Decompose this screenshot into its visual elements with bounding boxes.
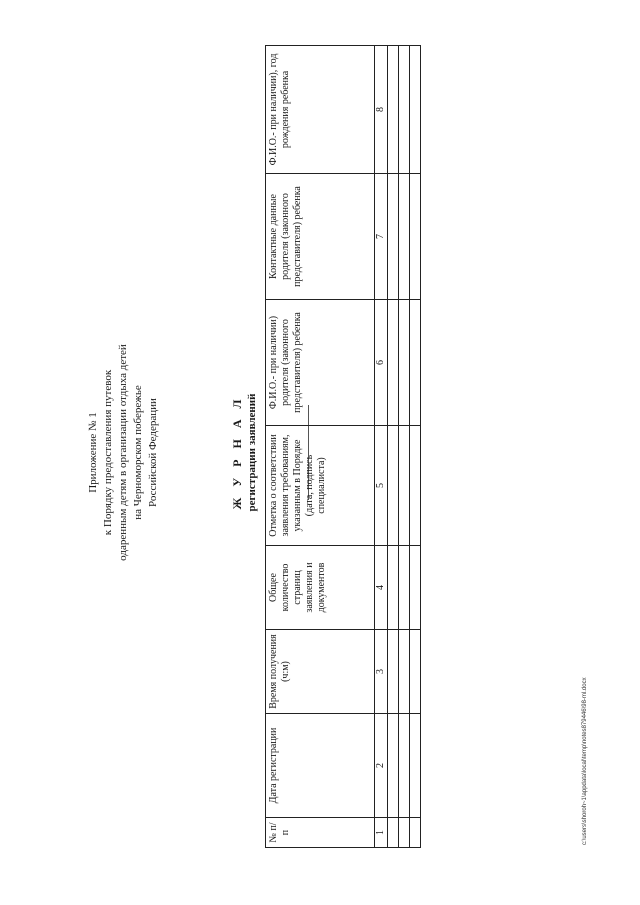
journal-title (230, 0, 259, 905)
appendix-line: на Черноморском побережье (132, 385, 144, 520)
table-cell (399, 630, 410, 714)
header-cell: Ф.И.О.- при наличии) родителя (законного представителя) ребенка (266, 300, 375, 426)
header-cell: Время получения (ч:м) (266, 630, 375, 714)
table-cell (410, 546, 421, 630)
journal-heading: Ж У Р Н А Л (230, 395, 244, 510)
table-cell (388, 714, 399, 818)
file-path-footer: c:\users\shoroh~1\appdata\local\temp\notes879446\98-ml.docx (582, 677, 588, 845)
header-cell: № п/п (266, 818, 375, 848)
table-cell (399, 174, 410, 300)
table-cell (410, 174, 421, 300)
header-cell: Общее количество страниц заявления и документов (266, 546, 375, 630)
header-cell: Ф.И.О.- при наличии), год рождения ребенка (266, 46, 375, 174)
column-number: 3 (375, 630, 388, 714)
table-cell (399, 46, 410, 174)
appendix-line: Приложение № 1 (87, 412, 99, 493)
table-cell (388, 174, 399, 300)
column-number: 7 (375, 174, 388, 300)
table-cell (388, 546, 399, 630)
table-cell (399, 546, 410, 630)
header-cell: Дата регистрации (266, 714, 375, 818)
table-row (399, 46, 410, 848)
appendix-line: одаренным детям в организации отдыха детей (117, 344, 129, 561)
registration-table (265, 45, 421, 848)
table-cell (410, 818, 421, 848)
header-cell: Отметка о соответствии заявления требованиям, указанным в Порядке (дата, подпись специалиста) (266, 426, 375, 546)
column-number: 5 (375, 426, 388, 546)
table-cell (410, 300, 421, 426)
table-cell (388, 818, 399, 848)
table-header-row (266, 46, 375, 848)
column-number-row (375, 46, 388, 848)
table-cell (399, 426, 410, 546)
table-cell (399, 300, 410, 426)
table-cell (388, 300, 399, 426)
table-cell (399, 818, 410, 848)
table-row (388, 46, 399, 848)
table-row (410, 46, 421, 848)
appendix-note (86, 0, 161, 905)
journal-subheading: регистрации заявлений (246, 393, 258, 512)
table-cell (410, 426, 421, 546)
appendix-line: Российской Федерации (147, 398, 159, 507)
table-cell (388, 426, 399, 546)
column-number: 8 (375, 46, 388, 174)
table-cell (410, 714, 421, 818)
column-number: 1 (375, 818, 388, 848)
column-number: 6 (375, 300, 388, 426)
appendix-line: к Порядку предоставления путевок (102, 369, 114, 536)
table-cell (410, 630, 421, 714)
table-cell (399, 714, 410, 818)
table-cell (388, 630, 399, 714)
column-number: 2 (375, 714, 388, 818)
header-cell: Контактные данные родителя (законного представителя) ребенка (266, 174, 375, 300)
column-number: 4 (375, 546, 388, 630)
table-cell (388, 46, 399, 174)
table-cell (410, 46, 421, 174)
